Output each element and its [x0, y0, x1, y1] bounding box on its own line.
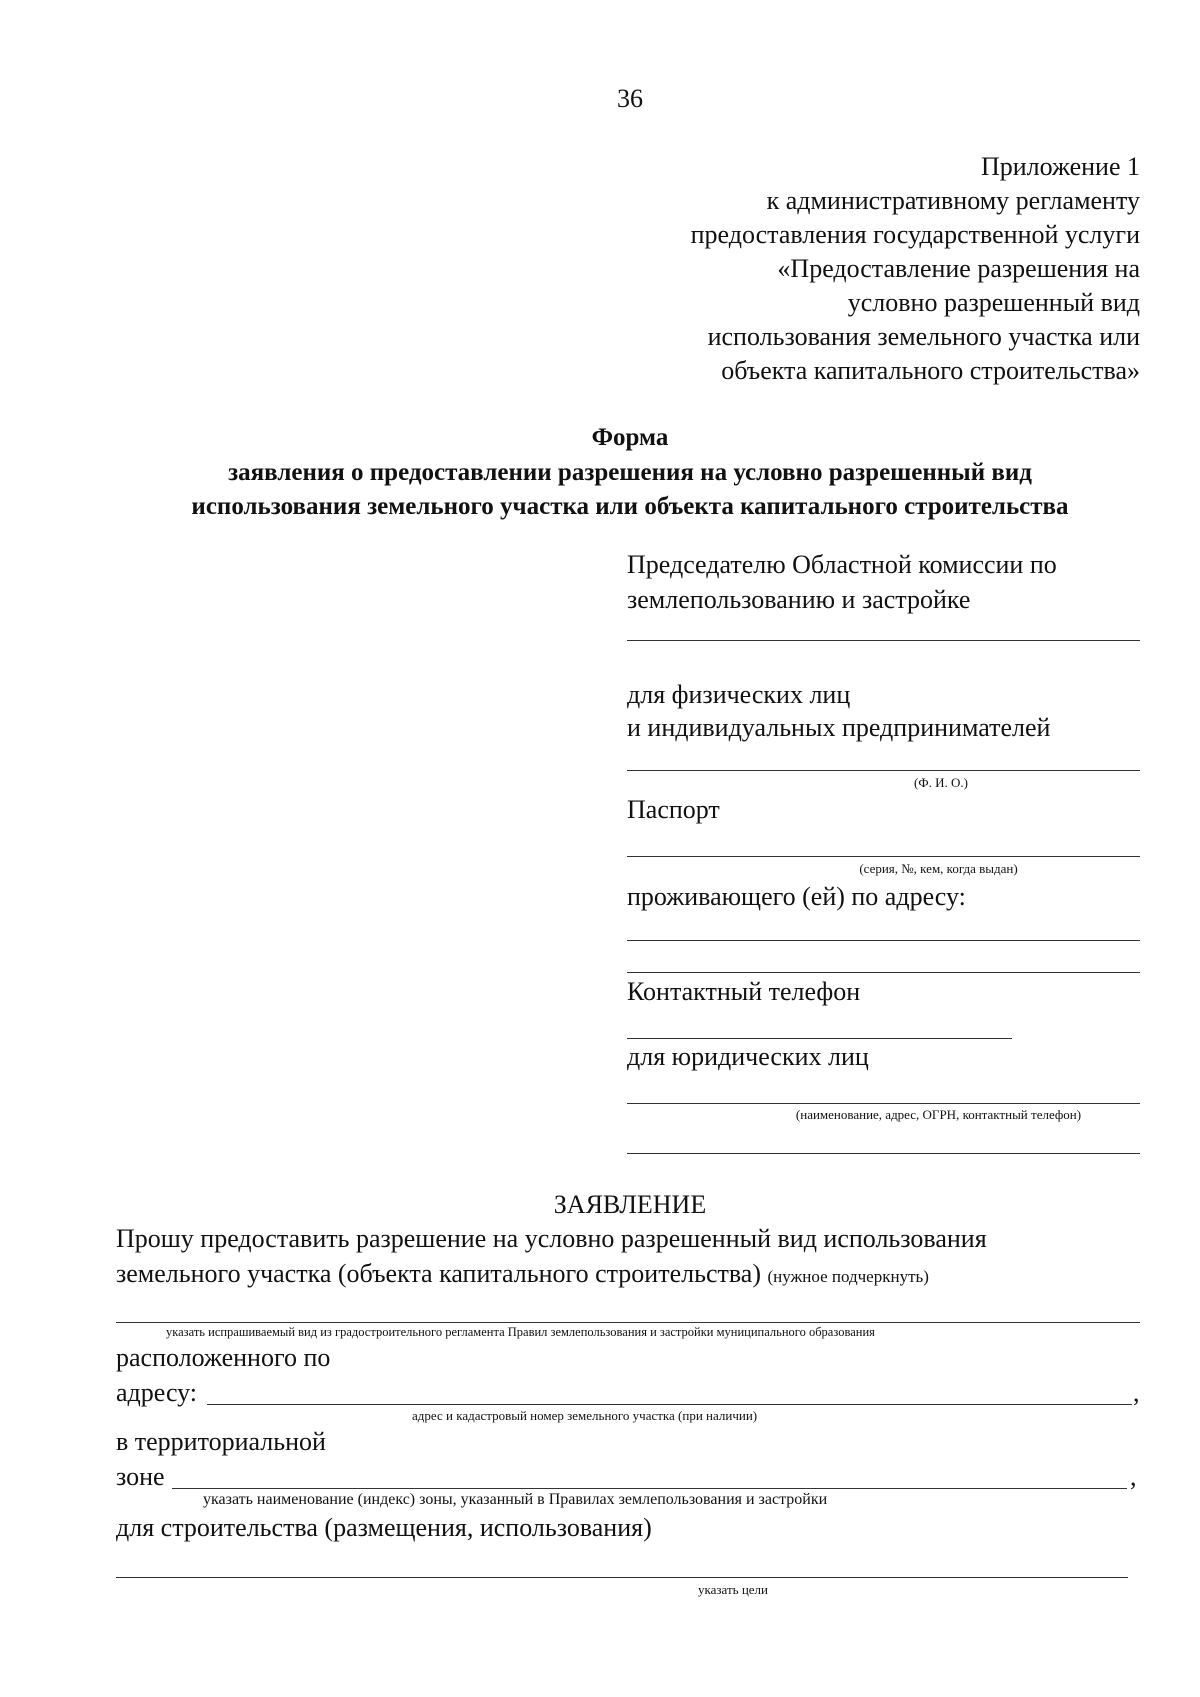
fio-field[interactable]	[627, 770, 1140, 771]
appendix-line: Приложение 1	[980, 152, 1140, 181]
zone-caption: указать наименование (индекс) зоны, указанный в Правилах землепользования и застройки	[203, 1491, 828, 1508]
site-address-field[interactable]	[207, 1404, 1132, 1405]
appendix-line: к административному регламенту	[766, 186, 1140, 215]
located-label: расположенного по	[116, 1343, 331, 1372]
appendix-line: использования земельного участка или	[707, 322, 1140, 351]
zone-comma: ,	[1130, 1462, 1137, 1491]
zone-label-2: зоне	[116, 1462, 165, 1491]
purpose-label: для строительства (размещения, использования)	[116, 1513, 652, 1542]
page-number: 36	[617, 84, 643, 113]
fio-caption: (Ф. И. О.)	[914, 775, 968, 790]
legal-entity-field[interactable]	[627, 1103, 1140, 1104]
phone-field[interactable]	[627, 1038, 1012, 1039]
site-address-caption: адрес и кадастровый номер земельного участка (при наличии)	[412, 1408, 758, 1423]
residing-label: проживающего (ей) по адресу:	[627, 882, 966, 911]
address-label: адресу:	[116, 1378, 198, 1407]
requested-use-field[interactable]	[116, 1322, 1140, 1323]
purpose-field[interactable]	[116, 1577, 1128, 1578]
appendix-line: предоставления государственной услуги	[690, 220, 1140, 249]
underline-note: (нужное подчеркнуть)	[767, 1267, 929, 1286]
requested-use-caption: указать испрашиваемый вид из градостроительного регламента Правил землепользования и застройки муниципального образования	[166, 1325, 875, 1339]
address-field-1[interactable]	[627, 940, 1140, 941]
statement-heading: ЗАЯВЛЕНИЕ	[553, 1190, 707, 1219]
form-title	[0, 420, 1200, 524]
address-field-2[interactable]	[627, 972, 1140, 973]
passport-field[interactable]	[627, 856, 1140, 857]
addressee-line1: Председателю Областной комиссии по	[627, 550, 1057, 579]
statement-body-line2	[116, 1257, 929, 1291]
physical-persons-label: для физических лиц	[627, 680, 851, 709]
passport-label: Паспорт	[627, 795, 720, 824]
statement-body-text: земельного участка (объекта капитального строительства)	[116, 1259, 761, 1288]
phone-label: Контактный телефон	[627, 977, 861, 1006]
statement-body-line1: Прошу предоставить разрешение на условно разрешенный вид использования	[116, 1224, 987, 1253]
physical-persons-label-2: и индивидуальных предпринимателей	[627, 713, 1051, 742]
appendix-line: объекта капитального строительства»	[721, 356, 1140, 385]
appendix-line: условно разрешенный вид	[847, 288, 1140, 317]
form-title-line: заявления о предоставлении разрешения на условно разрешенный вид	[228, 459, 1032, 486]
addressee-name-field[interactable]	[627, 640, 1140, 641]
appendix-block	[691, 150, 1140, 388]
purpose-caption: указать цели	[698, 1582, 768, 1597]
legal-entity-field-2[interactable]	[627, 1153, 1140, 1154]
form-title-line: Форма	[591, 424, 669, 451]
legal-entities-label: для юридических лиц	[627, 1042, 869, 1071]
address-comma: ,	[1133, 1378, 1140, 1407]
form-title-line: использования земельного участка или объекта капитального строительства	[191, 493, 1069, 520]
addressee-line2: землепользованию и застройке	[627, 585, 971, 614]
passport-caption: (серия, №, кем, когда выдан)	[859, 861, 1018, 876]
zone-field[interactable]	[172, 1488, 1127, 1489]
zone-label-1: в территориальной	[116, 1427, 326, 1456]
appendix-line: «Предоставление разрешения на	[777, 254, 1140, 283]
legal-entity-caption: (наименование, адрес, ОГРН, контактный телефон)	[795, 1107, 1082, 1122]
